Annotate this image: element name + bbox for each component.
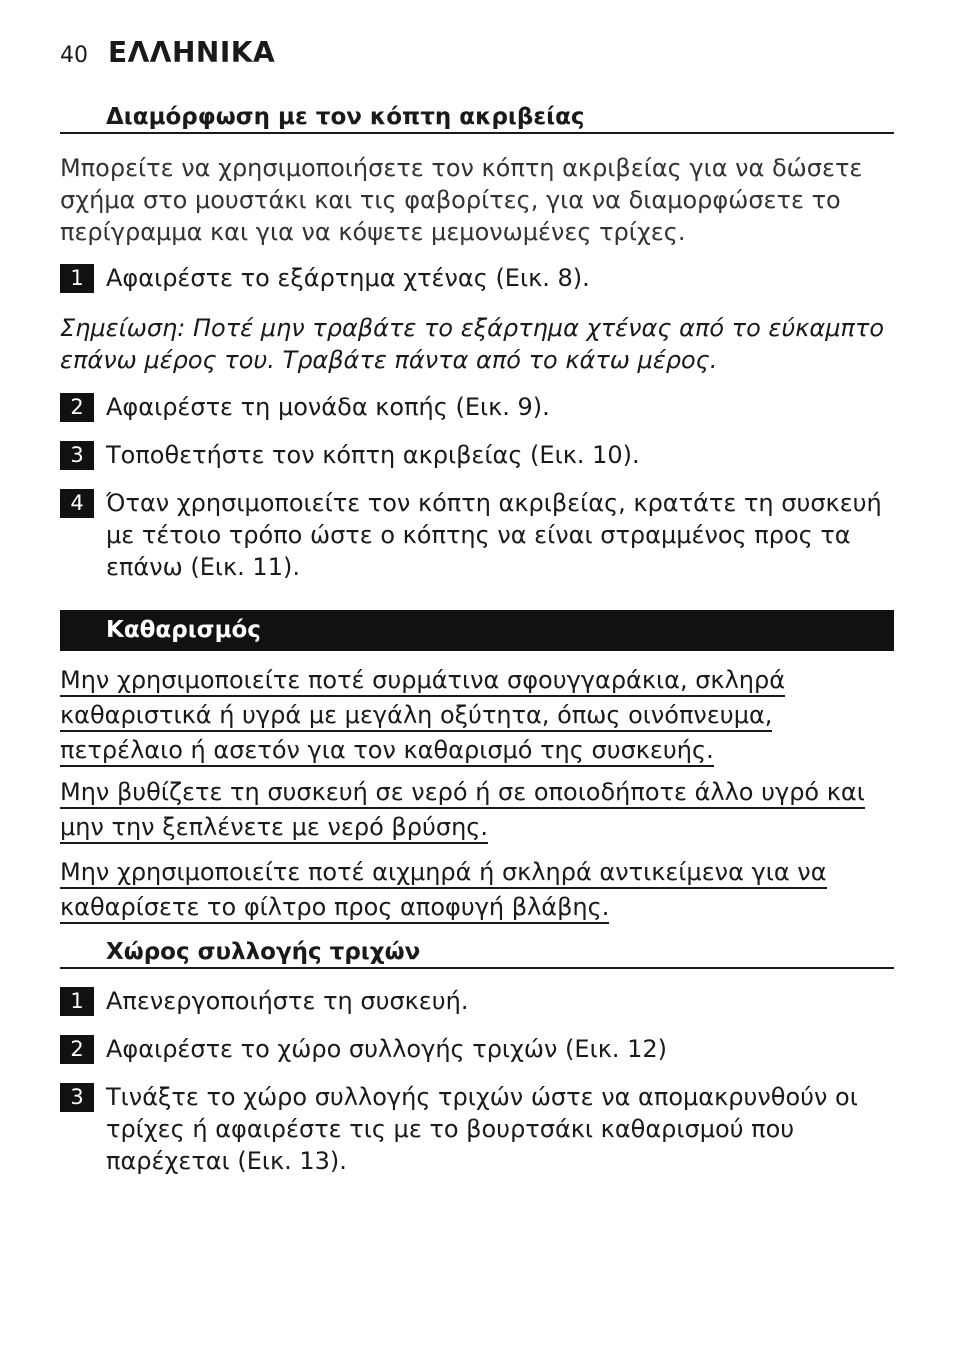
step-number: 3 [60,441,94,470]
intro-paragraph [60,152,894,248]
step-text: Τοποθετήστε τον κόπτη ακριβείας (Εικ. 10). [106,441,640,469]
step-1-remove-comb [60,262,894,294]
intro-line: περίγραμμα και για να κόψετε μεμονωμένες τρίχες. [60,218,686,246]
warning-line: Μην χρησιμοποιείτε ποτέ συρμάτινα σφουγγαράκια, σκληρά [60,665,785,697]
step-text: Αφαιρέστε το χώρο συλλογής τριχών (Εικ. 12) [106,1035,667,1063]
step-2-remove-chamber [60,1033,894,1065]
step-line: με τέτοιο τρόπο ώστε ο κόπτης να είναι στραμμένος προς τα [106,521,851,549]
warning-no-immersion [60,776,894,846]
page-header [60,36,275,70]
warning-line: καθαρίσετε το φίλτρο προς αποφυγή βλάβης. [60,892,609,924]
warning-line: πετρέλαιο ή ασετόν για τον καθαρισμό της συσκευής. [60,735,714,767]
warning-line: καθαριστικά ή υγρά με μεγάλη οξύτητα, όπως οινόπνευμα, [60,700,772,732]
intro-line: σχήμα στο μουστάκι και τις φαβορίτες, για να διαμορφώσετε το [60,186,841,214]
warning-line: μην την ξεπλένετε με νερό βρύσης. [60,812,488,844]
note-line: επάνω μέρος του. Τραβάτε πάντα από το κάτω μέρος. [60,346,718,374]
step-number: 3 [60,1083,94,1112]
section-bar-cleaning: Καθαρισμός [60,610,894,651]
step-4-hold-appliance [60,487,894,583]
step-text [106,487,894,583]
note-line: Σημείωση: Ποτέ μην τραβάτε το εξάρτημα χτένας από το εύκαμπτο [60,314,885,342]
step-2-remove-cutting-unit [60,391,894,423]
step-text: Αφαιρέστε τη μονάδα κοπής (Εικ. 9). [106,393,550,421]
step-1-switch-off [60,985,894,1017]
step-line: Τινάξτε το χώρο συλλογής τριχών ώστε να απομακρυνθούν οι [106,1083,858,1111]
warning-sharp-objects [60,856,894,926]
step-text: Αφαιρέστε το εξάρτημα χτένας (Εικ. 8). [106,264,590,292]
intro-line: Μπορείτε να χρησιμοποιήσετε τον κόπτη ακριβείας για να δώσετε [60,154,863,182]
step-3-attach-trimmer [60,439,894,471]
warning-line: Μην βυθίζετε τη συσκευή σε νερό ή σε οποιοδήποτε άλλο υγρό και [60,777,865,809]
step-number: 2 [60,393,94,422]
step-line: Όταν χρησιμοποιείτε τον κόπτη ακριβείας, κρατάτε τη συσκευή [106,489,882,517]
step-line: παρέχεται (Εικ. 13). [106,1147,347,1175]
step-line: επάνω (Εικ. 11). [106,553,300,581]
step-text [106,1081,894,1177]
step-text: Απενεργοποιήστε τη συσκευή. [106,987,469,1015]
step-number: 2 [60,1035,94,1064]
step-line: τρίχες ή αφαιρέστε τις με το βουρτσάκι καθαρισμού που [106,1115,795,1143]
warning-line: Μην χρησιμοποιείτε ποτέ αιχμηρά ή σκληρά αντικείμενα για να [60,857,827,889]
step-number: 1 [60,987,94,1016]
note-paragraph [60,312,894,376]
section-title-precision-trimmer: Διαμόρφωση με τον κόπτη ακριβείας [60,102,894,134]
page-number: 40 [60,43,88,68]
step-3-empty-chamber [60,1081,894,1177]
language-heading: ΕΛΛΗΝΙΚΑ [108,36,276,69]
step-number: 4 [60,489,94,518]
step-number: 1 [60,264,94,293]
warning-abrasive-cleaners [60,664,894,769]
section-title-hair-chamber: Χώρος συλλογής τριχών [60,937,894,969]
